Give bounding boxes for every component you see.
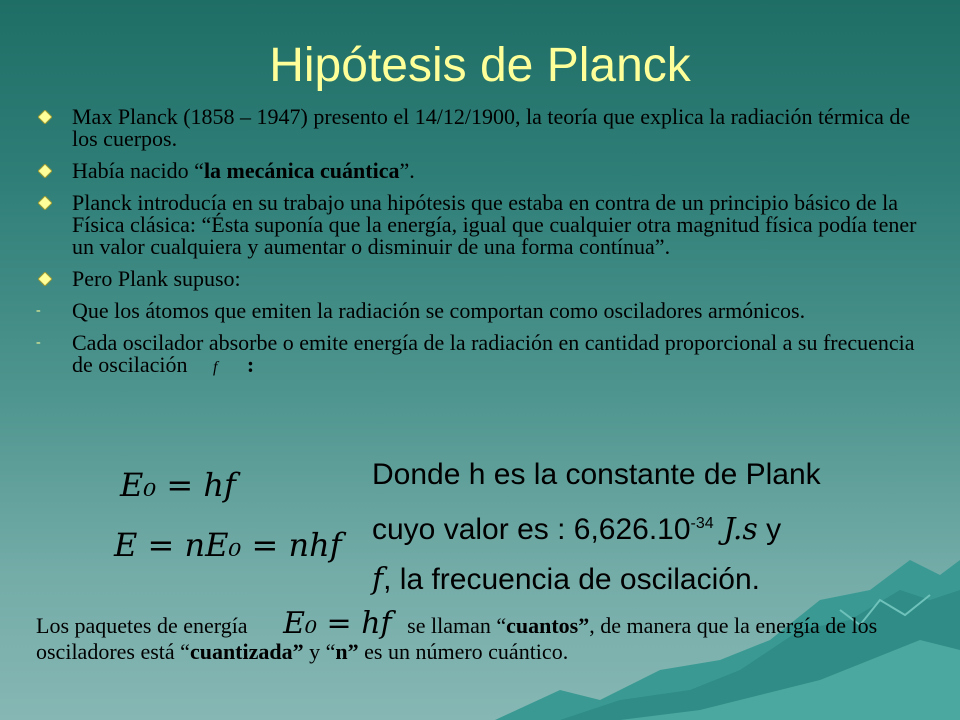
footer-paragraph: Los paquetes de energía E₀ = hf se llaman “cuantos”, de manera que la energía de los osciladores está “cuantizada” y “n” es un número cuántico. [36,606,878,664]
dash-item-frecuencia: - Cada oscilador absorbe o emite energía de la radiación en cantidad proporcional a su frecuencia de oscilación f : [36,330,915,377]
diamond-bullet-icon [38,272,52,286]
dash-item-osciladores: - Que los átomos que emiten la radiación se comportan como osciladores armónicos. [36,298,806,323]
bullet-list [36,106,926,389]
explain-constant: Donde h es la constante de Plank [372,458,821,491]
equation-inline-e0: E₀ = hf [283,606,392,641]
explain-value: cuyo valor es : $6,626.10^{-34}$ J.s y [372,512,782,547]
slide-title: Hipótesis de Planck [269,39,691,92]
equation-e-nhf: E = nE₀ = nhf [114,526,342,564]
diamond-bullet-icon [38,196,52,210]
dash-bullet: - [36,303,41,318]
frequency-symbol: f [212,359,218,376]
explain-frequency: f, la frecuencia de oscilación. [372,562,760,597]
equation-e0-hf: E₀ = hf [120,466,236,504]
bullet-max-planck: Max Planck (1858 – 1947) presento el 14/12/1900, la teoría que explica la radiación térmica de los cuerpos. [36,106,926,150]
dash-bullet: - [36,335,41,350]
diamond-bullet-icon [38,164,52,178]
bullet-mecanica-cuantica: Había nacido “la mecánica cuántica”. [36,160,926,182]
bullet-plank-supuso: Pero Plank supuso: [36,268,926,290]
bullet-hipotesis: Planck introducía en su trabajo una hipótesis que estaba en contra de un principio básico de la Física clásica: “Ésta suponía que la energía, igual que cualquier otra magnitud física podía tener un valor cualquiera y aumentar o disminuir de una forma contínua”. [36,192,926,258]
diamond-bullet-icon [38,110,52,124]
